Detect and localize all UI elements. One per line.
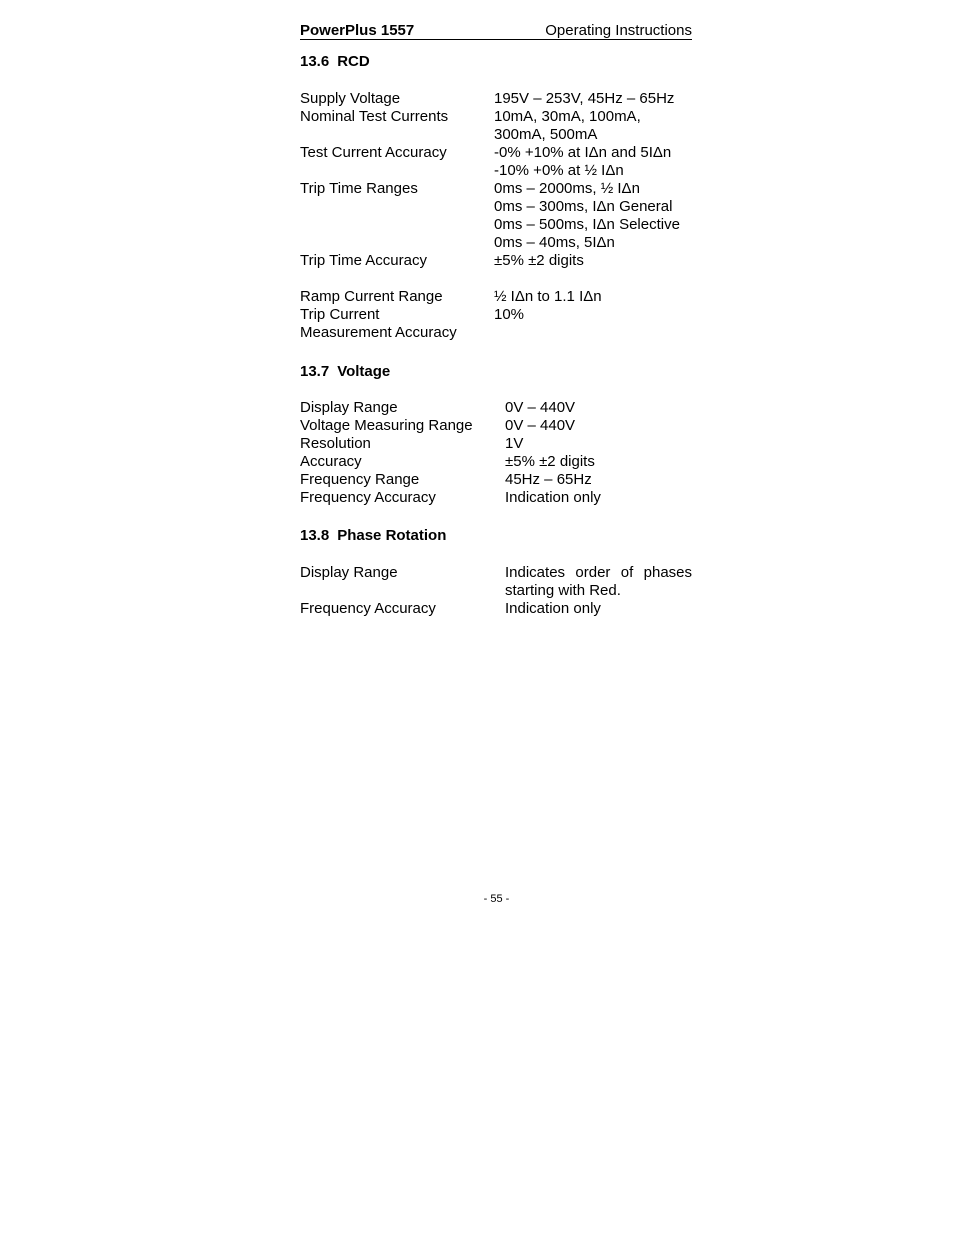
spec-row — [300, 471, 692, 489]
voltage-spec-table — [300, 399, 692, 507]
spec-value: 10mA, 30mA, 100mA, 300mA, 500mA — [494, 108, 641, 143]
spec-label: Frequency Range — [300, 471, 420, 488]
section-number: 13.6 — [300, 53, 330, 70]
spec-label: Display Range — [300, 399, 398, 416]
spec-row — [300, 417, 692, 435]
spec-row — [300, 108, 692, 144]
spec-value: 1V — [505, 435, 524, 452]
spec-value: 10% — [494, 306, 525, 323]
spec-label: Resolution — [300, 435, 371, 452]
spec-label: Display Range — [300, 564, 398, 581]
spec-value: ½ IΔn to 1.1 IΔn — [494, 288, 602, 305]
section-heading-phase-rotation — [300, 527, 446, 545]
spec-value: 0V – 440V — [505, 399, 576, 416]
spec-row — [300, 180, 692, 252]
brand-name: PowerPlus 1557 — [300, 22, 415, 39]
spec-row — [300, 489, 692, 507]
spec-row — [300, 144, 692, 180]
spec-label: Supply Voltage — [300, 90, 401, 107]
spec-value: 0ms – 2000ms, ½ IΔn 0ms – 300ms, IΔn General 0ms – 500ms, IΔn Selective 0ms – 40ms, 5IΔn — [494, 180, 680, 251]
spec-label: Measurement Accuracy — [300, 324, 457, 341]
section-title: RCD — [337, 53, 370, 70]
spec-row — [300, 600, 692, 618]
spec-value: 45Hz – 65Hz — [505, 471, 592, 488]
spec-label: Ramp Current Range — [300, 288, 443, 305]
spec-label: Frequency Accuracy — [300, 600, 436, 617]
rcd-spec-table — [300, 90, 692, 342]
spec-value: ±5% ±2 digits — [505, 453, 595, 470]
document-title: Operating Instructions — [545, 22, 692, 39]
spec-label: Trip Current — [300, 306, 380, 323]
spec-value: 195V – 253V, 45Hz – 65Hz — [494, 90, 675, 107]
section-number: 13.7 — [300, 363, 330, 380]
spec-label: Trip Time Ranges — [300, 180, 418, 197]
section-title: Phase Rotation — [337, 527, 447, 544]
spec-value: -0% +10% at IΔn and 5IΔn -10% +0% at ½ IΔn — [494, 144, 672, 179]
spec-label: Trip Time Accuracy — [300, 252, 427, 269]
spec-value: 0V – 440V — [505, 417, 576, 434]
spec-value: Indication only — [505, 600, 601, 617]
spec-row — [300, 90, 692, 108]
section-number: 13.8 — [300, 527, 330, 544]
spec-row — [300, 324, 692, 342]
spec-label: Test Current Accuracy — [300, 144, 447, 161]
page-number: - 55 - — [483, 893, 510, 905]
spec-row — [300, 399, 692, 417]
section-title: Voltage — [337, 363, 391, 380]
spec-row — [300, 306, 692, 324]
spec-value: Indicates order of phases starting with Red. — [505, 564, 692, 599]
section-heading-rcd — [300, 53, 370, 71]
page-header — [300, 22, 692, 40]
section-heading-voltage — [300, 363, 390, 381]
spec-label: Accuracy — [300, 453, 362, 470]
spec-label: Nominal Test Currents — [300, 108, 449, 125]
spec-value: Indication only — [505, 489, 601, 506]
spec-value: ±5% ±2 digits — [494, 252, 584, 269]
spec-row — [300, 252, 692, 270]
phase-rotation-spec-table — [300, 564, 692, 618]
spec-row — [300, 564, 692, 600]
spec-row — [300, 435, 692, 453]
spec-row — [300, 453, 692, 471]
spec-label: Frequency Accuracy — [300, 489, 436, 506]
spec-label: Voltage Measuring Range — [300, 417, 473, 434]
spec-row — [300, 288, 692, 306]
